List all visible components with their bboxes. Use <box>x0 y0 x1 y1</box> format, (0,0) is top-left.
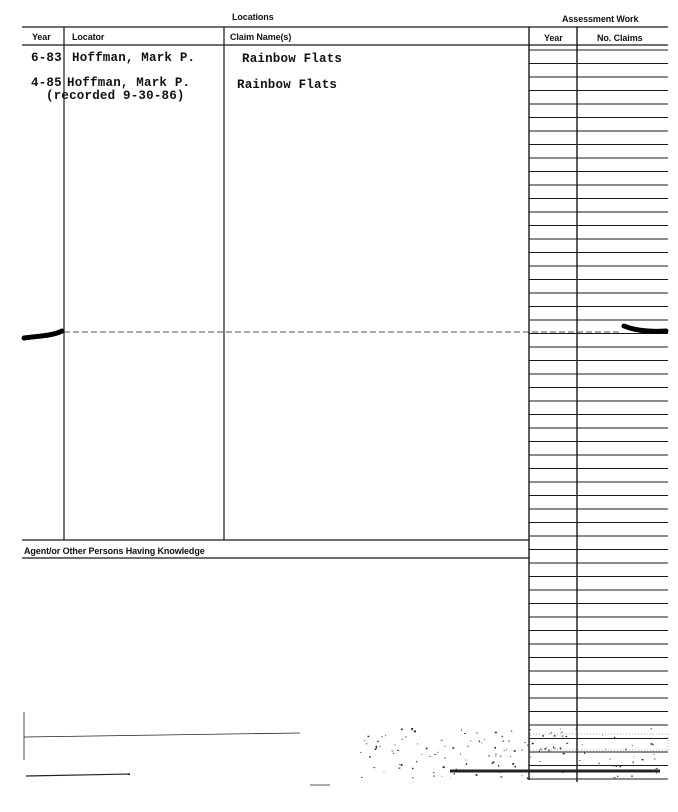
scan-speck <box>442 776 443 777</box>
scan-speck <box>376 746 377 748</box>
scan-speck <box>527 745 528 747</box>
entry-1-locator: Hoffman, Mark P. <box>72 51 196 65</box>
scan-speck <box>377 741 378 742</box>
scan-speck <box>651 728 652 729</box>
scan-speck <box>566 736 568 737</box>
scan-speck <box>411 728 413 730</box>
scan-speck <box>530 729 531 730</box>
locator-column-header: Locator <box>72 32 105 42</box>
scan-speck <box>429 756 431 757</box>
scan-speck <box>515 766 517 768</box>
scan-speck <box>554 748 556 749</box>
scan-speck <box>360 752 361 753</box>
scan-speck <box>393 753 394 754</box>
scan-speck <box>582 744 583 745</box>
scan-speck <box>579 760 580 761</box>
scan-speck <box>466 760 467 761</box>
scan-speck <box>484 739 485 740</box>
scan-speck <box>412 768 414 769</box>
scan-speck <box>620 766 622 768</box>
aw-year-column-header: Year <box>544 33 563 43</box>
scan-speck <box>502 741 504 742</box>
scan-speck <box>441 740 443 741</box>
scan-speck <box>562 772 563 774</box>
scan-speck <box>545 748 547 749</box>
scan-speck <box>502 736 503 737</box>
scan-speck <box>466 763 468 765</box>
scan-speck <box>496 753 497 755</box>
scan-speck <box>562 736 564 737</box>
scan-speck <box>397 750 399 751</box>
scan-speck <box>539 750 540 752</box>
scan-speck <box>456 769 457 770</box>
scan-speck <box>524 742 525 743</box>
scan-speck <box>412 730 413 731</box>
scan-speck <box>399 764 401 765</box>
scan-speck <box>494 770 495 771</box>
scan-speck <box>433 772 434 773</box>
claim-names-column-header: Claim Name(s) <box>230 32 292 42</box>
scan-speck <box>617 776 618 777</box>
scan-speck <box>599 763 600 765</box>
scan-speck <box>654 754 655 755</box>
scan-speck <box>476 774 478 776</box>
scan-speck <box>561 732 562 733</box>
scan-speck <box>542 735 544 736</box>
scan-speck <box>498 771 499 772</box>
scan-speck <box>395 744 396 745</box>
entry-2-locator: Hoffman, Mark P. <box>67 76 191 90</box>
scan-speck <box>426 748 428 750</box>
scan-speck <box>512 763 514 765</box>
scan-speck <box>631 775 632 777</box>
scan-speck <box>491 763 493 764</box>
scan-speck <box>560 748 562 750</box>
scan-speck <box>609 759 611 760</box>
scan-speck <box>514 750 516 752</box>
scan-speck <box>438 752 439 753</box>
entry-2-locator-note: (recorded 9-30-86) <box>46 89 185 103</box>
scan-speck <box>405 736 406 737</box>
scan-speck <box>384 772 385 773</box>
scan-speck <box>550 733 551 734</box>
scan-speck <box>496 756 497 758</box>
scan-speck <box>417 743 418 744</box>
scan-speck <box>584 753 585 754</box>
entry-1-year: 6-83 <box>31 51 62 65</box>
scan-speck <box>492 762 494 764</box>
scan-speck <box>553 747 554 749</box>
scan-speck <box>401 729 403 731</box>
scan-speck <box>506 749 507 751</box>
scan-speck <box>511 731 512 732</box>
scan-speck <box>500 756 502 757</box>
assessment-work-heading: Assessment Work <box>562 14 639 24</box>
scan-speck <box>452 747 454 748</box>
scan-speck <box>443 766 445 768</box>
scan-speck <box>508 741 509 742</box>
scan-speck <box>368 736 370 737</box>
entry-1-claim: Rainbow Flats <box>242 52 343 66</box>
scan-speck <box>540 749 541 751</box>
entry-2-year: 4-85 <box>31 76 62 90</box>
scan-speck <box>401 764 403 766</box>
scan-speck <box>369 756 371 757</box>
scan-speck <box>373 767 375 768</box>
scan-speck <box>563 753 565 754</box>
scan-speck <box>495 747 497 749</box>
scan-speck <box>530 756 531 757</box>
scan-speck <box>532 743 534 745</box>
scan-speck <box>382 736 383 737</box>
scan-speck <box>454 773 456 774</box>
agent-section-heading: Agent/or Other Persons Having Knowledge <box>24 546 205 556</box>
scan-speck <box>476 733 477 734</box>
scan-speck <box>614 737 615 738</box>
scan-speck <box>500 776 502 777</box>
scan-speck <box>470 741 471 742</box>
scan-speck <box>634 756 635 757</box>
scan-speck <box>606 749 607 750</box>
scan-speck <box>461 729 462 731</box>
scan-speck <box>445 746 446 747</box>
scan-speck <box>498 765 499 767</box>
scan-speck <box>445 757 446 759</box>
scan-speck <box>510 756 511 757</box>
scan-speck <box>613 765 614 766</box>
year-column-header: Year <box>32 32 51 42</box>
scan-speck <box>642 759 644 760</box>
scan-speck <box>616 765 618 766</box>
scan-speck <box>527 778 529 780</box>
scan-speck <box>380 746 381 747</box>
scan-speck <box>398 768 400 769</box>
scan-speck <box>416 761 417 763</box>
scan-speck <box>576 729 577 730</box>
scan-speck <box>554 735 556 736</box>
scan-speck <box>602 735 603 736</box>
scan-speck <box>434 775 435 777</box>
scan-speck <box>464 733 466 734</box>
scan-speck <box>366 744 368 745</box>
scan-speck <box>468 746 469 748</box>
scan-speck <box>460 754 461 755</box>
scan-speck <box>651 743 653 744</box>
scan-speck <box>656 773 657 774</box>
scan-speck <box>488 756 490 757</box>
scan-speck <box>392 751 394 752</box>
scan-speck <box>560 728 561 729</box>
scan-speck <box>522 775 523 776</box>
scan-speck <box>364 740 365 741</box>
scan-speck <box>434 754 436 755</box>
scan-speck <box>375 749 377 750</box>
scan-speck <box>412 777 413 778</box>
scan-speck <box>522 749 523 751</box>
scan-speck <box>482 742 483 743</box>
scan-speck <box>633 762 634 764</box>
scan-speck <box>614 777 616 778</box>
scan-speck <box>566 743 568 744</box>
scan-speck <box>656 768 658 769</box>
aw-no-claims-column-header: No. Claims <box>597 33 643 43</box>
scan-speck <box>539 761 540 762</box>
scan-speck <box>361 777 363 778</box>
scan-speck <box>500 772 502 773</box>
scan-speck <box>551 732 552 733</box>
entry-2-claim: Rainbow Flats <box>237 78 338 92</box>
scan-speck <box>524 770 526 771</box>
scan-speck <box>450 778 451 779</box>
scan-speck <box>385 735 386 736</box>
scan-speck <box>632 745 633 746</box>
scan-speck <box>495 732 497 733</box>
scan-speck <box>644 771 646 772</box>
scan-speck <box>414 731 416 733</box>
scan-speck <box>504 750 505 751</box>
locations-heading: Locations <box>232 12 274 22</box>
scan-speck <box>654 759 655 760</box>
scan-speck <box>547 747 548 748</box>
scan-speck <box>479 741 480 743</box>
scan-speck <box>402 739 403 740</box>
scan-speck <box>421 754 422 755</box>
